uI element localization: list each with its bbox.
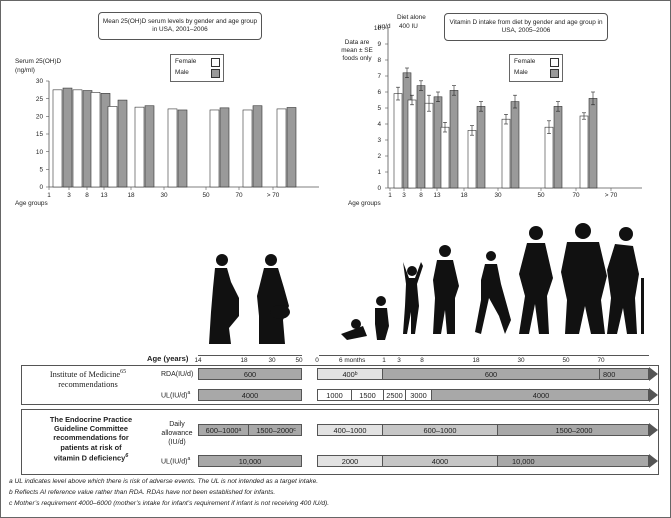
bar-female [441, 127, 449, 188]
age-tick-life: 8 [420, 357, 424, 364]
endo-preg-daily-a-sup: a [238, 427, 242, 433]
endo-daily-label-text: Daily allowance [161, 421, 193, 437]
legend-male-label: Male [175, 69, 189, 76]
iom-rda-label: RDA(IU/d) [161, 371, 194, 378]
x-tick-label: 8 [419, 192, 423, 199]
age-axis-line-left [198, 355, 302, 356]
iom-title2: recommendations [58, 379, 118, 389]
iom-ul-seg-1 [318, 390, 352, 400]
older-adult-icon [561, 223, 607, 334]
serum-xlabel: Age groups [15, 200, 48, 207]
bar-female [168, 109, 177, 187]
intake-note: Data are mean ± SE foods only [341, 39, 373, 62]
bar-male [253, 106, 262, 187]
age-tick-pregnancy: 14 [194, 357, 202, 364]
iom-rda-infant-value: 400 [342, 369, 355, 379]
bar-female [408, 100, 416, 188]
endo-preg-ul-value: 10,000 [238, 456, 262, 466]
x-tick-label: 30 [160, 192, 168, 199]
age-tick-pregnancy: 50 [295, 357, 303, 364]
iom-ul-bar [317, 389, 649, 401]
x-tick-label: > 70 [604, 192, 618, 199]
y-tick-label: 10 [35, 148, 43, 156]
iom-preg-rda-value: 600 [243, 369, 257, 379]
bar-male [477, 106, 485, 188]
y-tick-label: 7 [377, 73, 381, 81]
endo-preg-daily-a-value: 600–1000 [205, 425, 239, 435]
iom-ul-label-sup: a [187, 390, 191, 396]
serum-yunit: (ng/ml) [15, 67, 35, 74]
age-axis-label: Age (years) [147, 354, 189, 363]
legend-male-swatch [211, 69, 220, 78]
endo-line4: patients at risk of [60, 442, 122, 452]
endo-daily-bar [317, 424, 649, 436]
endo-line2: Guideline Committee [54, 424, 128, 434]
iom-ul-seg-4 [406, 390, 432, 400]
teen-icon [433, 245, 459, 334]
serum-chart-title-text: Mean 25(OH)D serum levels by gender and age group in USA, 2001–2006 [102, 18, 258, 33]
bar-female [545, 127, 553, 188]
endo-ul-adult-seg [498, 456, 650, 466]
x-tick-label: 30 [494, 192, 502, 199]
legend-female-label: Female [175, 58, 197, 65]
iom-label [21, 367, 155, 390]
x-tick-label: 8 [85, 192, 89, 199]
young-woman-icon [475, 251, 511, 334]
bar-female [210, 110, 219, 187]
y-tick-label: 0 [39, 184, 43, 192]
age-tick-life: 70 [597, 357, 605, 364]
endo-preg-daily-b-seg [249, 425, 303, 435]
endo-daily-infant-seg [318, 425, 383, 435]
endo-preg-daily-a-seg [199, 425, 249, 435]
iom-ul-seg-2-value: 1500 [359, 390, 376, 400]
bar-female [53, 90, 62, 187]
bar-male [589, 98, 597, 188]
infant-icon [341, 319, 367, 340]
x-tick-label: 18 [460, 192, 468, 199]
serum-legend [170, 54, 224, 82]
endo-daily-adult-value: 1500–2000 [555, 425, 593, 435]
mother-breastfeeding-icon [257, 254, 290, 344]
iom-rda-elderly-value: 800 [603, 369, 616, 379]
pregnant-woman-icon [209, 254, 239, 344]
endo-daily-arrowhead [649, 423, 658, 437]
footnote-c: c Mother’s requirement 4000–6000 (mother’s intake for infant’s requirement if infant is not receiving 400 IU/d). [9, 500, 330, 507]
intake-legend-male-label: Male [514, 69, 528, 76]
bar-male [417, 86, 425, 188]
bar-female [425, 103, 433, 188]
bar-male [145, 106, 154, 187]
endo-ul-child-value: 4000 [431, 456, 449, 466]
x-tick-label: 1 [47, 192, 51, 199]
y-tick-label: 20 [35, 113, 43, 121]
bar-female [91, 92, 100, 187]
x-tick-label: 13 [100, 192, 108, 199]
endo-preg-ul-bar [198, 455, 302, 467]
endo-ul-label-text: UL(IU/d) [161, 458, 188, 466]
y-tick-label: 30 [35, 78, 43, 86]
bar-male [83, 91, 92, 187]
iom-ul-seg-3-value: 2500 [386, 390, 403, 400]
iom-preg-ul-bar [198, 389, 302, 401]
bar-female [243, 110, 252, 187]
intake-chart-title-text: Vitamin D intake from diet by gender and age group in USA, 2005–2006 [449, 19, 603, 34]
bar-female [135, 107, 144, 187]
bar-male [511, 102, 519, 188]
y-tick-label: 10 [373, 25, 381, 33]
age-tick-life: 18 [472, 357, 480, 364]
x-tick-label: > 70 [266, 192, 280, 199]
iom-title-sup: 65 [120, 369, 127, 375]
iom-rda-arrowhead [649, 367, 658, 381]
intake-legend-male-swatch [550, 69, 559, 78]
x-tick-label: 50 [537, 192, 545, 199]
age-axis-line-right [319, 355, 649, 356]
bar-male [554, 106, 562, 188]
iom-title: Institute of Medicine [49, 369, 121, 379]
intake-legend-female-label: Female [514, 58, 536, 65]
intake-xlabel: Age groups [348, 200, 381, 207]
endo-line5: vitamin D deficiency [53, 453, 126, 463]
iom-ul-seg-4-value: 3000 [410, 390, 427, 400]
bar-male [63, 88, 72, 187]
endo-ul-infant-value: 2000 [341, 456, 359, 466]
elderly-with-cane-icon [607, 227, 644, 334]
bar-female [394, 94, 402, 188]
endo-daily-unit: (IU/d) [168, 439, 186, 446]
y-tick-label: 8 [377, 57, 381, 65]
intake-legend-female-swatch [550, 58, 559, 67]
y-tick-label: 3 [377, 137, 381, 145]
age-tick-life: 3 [397, 357, 401, 364]
endo-line5-wrap [23, 452, 159, 463]
child-icon [403, 262, 423, 334]
bar-female [468, 130, 476, 188]
endo-daily-child-seg [383, 425, 498, 435]
footnote-a: a UL indicates level above which there is risk of adverse events. The UL is not intended as a target intake. [9, 478, 319, 485]
age-tick-pregnancy: 18 [240, 357, 248, 364]
age-tick-life: 6 months [339, 357, 366, 364]
x-tick-label: 18 [127, 192, 135, 199]
x-tick-label: 13 [433, 192, 441, 199]
bar-male [450, 90, 458, 188]
toddler-icon [375, 296, 389, 340]
legend-female-swatch [211, 58, 220, 67]
age-tick-life: 1 [382, 357, 386, 364]
iom-ul-seg-1-value: 1000 [326, 390, 343, 400]
y-tick-label: 15 [35, 131, 43, 139]
bar-male [178, 110, 187, 187]
y-tick-label: 4 [377, 121, 381, 129]
intake-diet-label: Diet alone [397, 14, 426, 21]
bar-female [73, 90, 82, 187]
intake-iu-label: 400 IU [399, 23, 418, 30]
endo-ul-adult-value: 10,000 [512, 456, 535, 466]
age-tick-life: 0 [315, 357, 319, 364]
endo-ul-child-seg [383, 456, 498, 466]
iom-rda-elderly-seg [600, 369, 650, 379]
endo-line3: recommendations for [53, 433, 129, 443]
bar-male [220, 108, 229, 187]
bar-male [118, 100, 127, 187]
endo-preg-daily-b-value: 1500–2000 [256, 425, 294, 435]
age-tick-life: 50 [562, 357, 570, 364]
iom-ul-seg-5 [432, 390, 650, 400]
endo-ul-bar [317, 455, 649, 467]
endo-sup: 6 [125, 452, 129, 459]
iom-preg-ul-value: 4000 [241, 390, 259, 400]
intake-chart [336, 1, 671, 216]
iom-ul-arrowhead [649, 388, 658, 402]
endo-label [23, 415, 159, 462]
x-tick-label: 70 [572, 192, 580, 199]
footnote-b: b Reflects AI reference value rather than RDA. RDAs have not been established for infants. [9, 489, 276, 496]
endo-preg-daily-bar [198, 424, 302, 436]
iom-ul-seg-2 [352, 390, 384, 400]
y-tick-label: 5 [377, 105, 381, 113]
x-tick-label: 3 [402, 192, 406, 199]
endo-ul-label-sup: a [187, 456, 191, 462]
x-tick-label: 1 [388, 192, 392, 199]
bar-female [277, 109, 286, 187]
intake-unit: µg/d [378, 23, 391, 30]
y-tick-label: 1 [377, 169, 381, 177]
iom-rda-bar [317, 368, 649, 380]
endo-daily-label [157, 420, 197, 447]
iom-rda-main-value: 600 [484, 369, 498, 379]
bar-female [108, 106, 117, 187]
endo-ul-label [161, 456, 190, 465]
endo-ul-infant-seg [318, 456, 383, 466]
y-tick-label: 6 [377, 89, 381, 97]
age-tick-life: 30 [517, 357, 525, 364]
bar-female [502, 119, 510, 188]
age-tick-pregnancy: 30 [268, 357, 276, 364]
iom-rda-main-seg [383, 369, 600, 379]
iom-ul-seg-3 [384, 390, 406, 400]
iom-rda-infant-sup: b [354, 371, 358, 377]
y-tick-label: 0 [377, 185, 381, 193]
y-tick-label: 9 [377, 41, 381, 49]
x-tick-label: 50 [202, 192, 210, 199]
endo-daily-infant-value: 400–1000 [333, 425, 367, 435]
intake-legend [509, 54, 563, 82]
iom-ul-seg-5-value: 4000 [532, 390, 550, 400]
endo-preg-daily-b-sup: c [293, 427, 296, 433]
iom-preg-rda-bar [198, 368, 302, 380]
bar-male [287, 108, 296, 188]
iom-rda-infant-seg [318, 369, 383, 379]
y-tick-label: 25 [35, 95, 43, 103]
iom-ul-label-text: UL(IU/d) [161, 392, 188, 400]
x-tick-label: 3 [67, 192, 71, 199]
endo-line1: The Endocrine Practice [49, 415, 133, 424]
y-tick-label: 5 [39, 166, 43, 174]
x-tick-label: 70 [235, 192, 243, 199]
y-tick-label: 2 [377, 153, 381, 161]
endo-daily-adult-seg [498, 425, 650, 435]
bar-female [580, 116, 588, 188]
serum-ylabel: Serum 25(OH)D [15, 58, 62, 65]
life-stage-silhouettes [1, 216, 671, 348]
endo-daily-child-value: 600–1000 [423, 425, 457, 435]
iom-ul-label [161, 390, 190, 399]
serum-chart [1, 1, 336, 216]
endo-ul-arrowhead [649, 454, 658, 468]
adult-man-icon [519, 226, 553, 334]
